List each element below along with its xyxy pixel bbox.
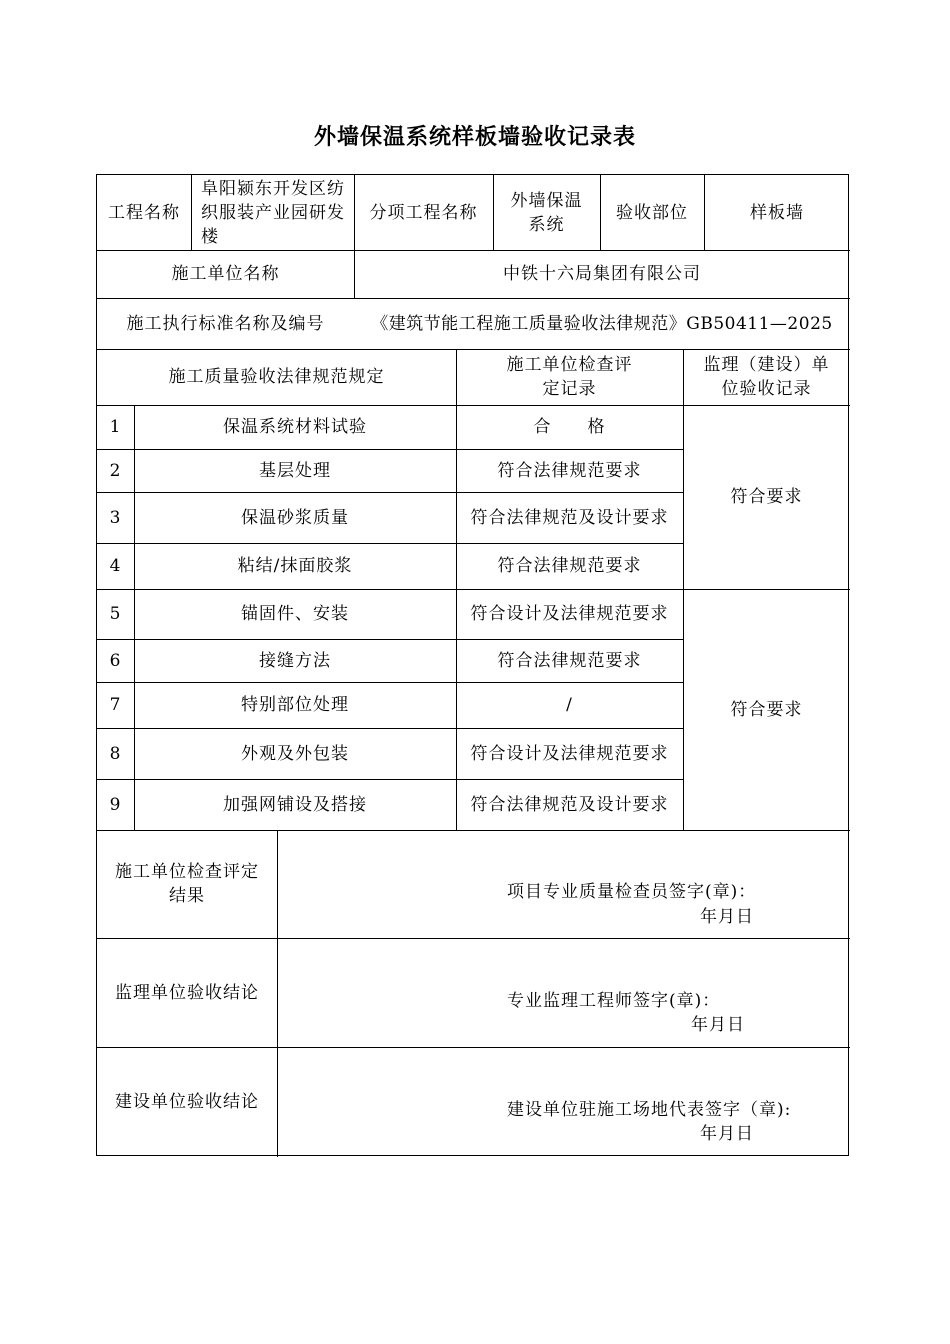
owner-representative-signature: 建设单位驻施工场地代表签字（章): (507, 1100, 792, 1120)
item-name: 外观及外包装 (241, 743, 349, 764)
item-name: 保温砂浆质量 (241, 507, 349, 528)
item-no: 2 (109, 460, 122, 481)
spec-column-header: 施工质量验收法律规范规定 (168, 367, 385, 387)
contractor-check-column-header: 施工单位检查评定记录 (506, 355, 633, 399)
contractor-inspector-signature: 项目专业质量检查员签字(章)： (507, 882, 757, 902)
supervisor-record-group-2: 符合要求 (730, 699, 803, 720)
item-result: 符合法律规范及设计要求 (470, 507, 669, 528)
item-no: 5 (109, 604, 122, 624)
contractor-value: 中铁十六局集团有限公司 (503, 264, 701, 284)
item-no: 9 (109, 794, 122, 815)
acceptance-table (96, 174, 849, 1156)
item-no: 1 (109, 417, 122, 437)
supervisor-record-group-1: 符合要求 (730, 487, 803, 507)
supervisor-sign-date: 年月日 (691, 1015, 745, 1035)
item-result: 符合设计及法律规范要求 (470, 743, 669, 764)
accept-part-label: 验收部位 (616, 202, 688, 223)
col-divider (277, 830, 278, 1157)
sub-project-label: 分项工程名称 (369, 202, 478, 223)
item-name: 粘结/抹面胶浆 (237, 556, 353, 576)
item-result: 符合法律规范要求 (497, 650, 642, 671)
item-result: 符合法律规范要求 (497, 460, 642, 481)
item-no: 4 (109, 556, 122, 576)
item-no: 3 (109, 507, 122, 528)
standard-label: 施工执行标准名称及编号 (126, 313, 325, 334)
owner-conclusion-label: 建设单位验收结论 (115, 1092, 259, 1112)
item-name: 特别部位处理 (241, 695, 349, 715)
document-title: 外墙保温系统样板墙验收记录表 (313, 124, 636, 150)
item-result: 符合设计及法律规范要求 (470, 604, 669, 624)
item-no: 6 (109, 650, 122, 671)
item-result: 符合法律规范及设计要求 (470, 794, 669, 815)
item-no: 8 (109, 743, 122, 764)
contractor-sign-date: 年月日 (700, 907, 754, 927)
supervisor-conclusion-label: 监理单位验收结论 (115, 982, 259, 1003)
item-result: 符合法律规范要求 (497, 556, 642, 576)
item-result: / (566, 695, 573, 715)
item-name: 加强网铺设及搭接 (223, 794, 367, 815)
contractor-label: 施工单位名称 (171, 264, 280, 284)
owner-sign-date: 年月日 (700, 1124, 754, 1144)
item-no: 7 (109, 695, 122, 715)
item-name: 锚固件、安装 (241, 604, 349, 624)
supervisor-engineer-signature: 专业监理工程师签字(章)： (507, 991, 721, 1011)
accept-part-value: 样板墙 (750, 202, 804, 223)
sub-project-value: 外墙保温系统 (510, 190, 583, 235)
item-result: 合 格 (533, 417, 606, 437)
standard-value: 《建筑节能工程施工质量验收法律规范》GB50411—2025 (371, 313, 833, 334)
item-name: 接缝方法 (259, 650, 331, 671)
item-name: 基层处理 (259, 460, 331, 481)
supervisor-record-column-header: 监理（建设）单位验收记录 (703, 355, 830, 399)
project-name-label: 工程名称 (108, 202, 180, 223)
contractor-result-label: 施工单位检查评定结果 (115, 862, 259, 906)
item-name: 保温系统材料试验 (223, 417, 367, 437)
project-name-value: 阜阳颍东开发区纺织服装产业园研发楼 (201, 178, 345, 247)
